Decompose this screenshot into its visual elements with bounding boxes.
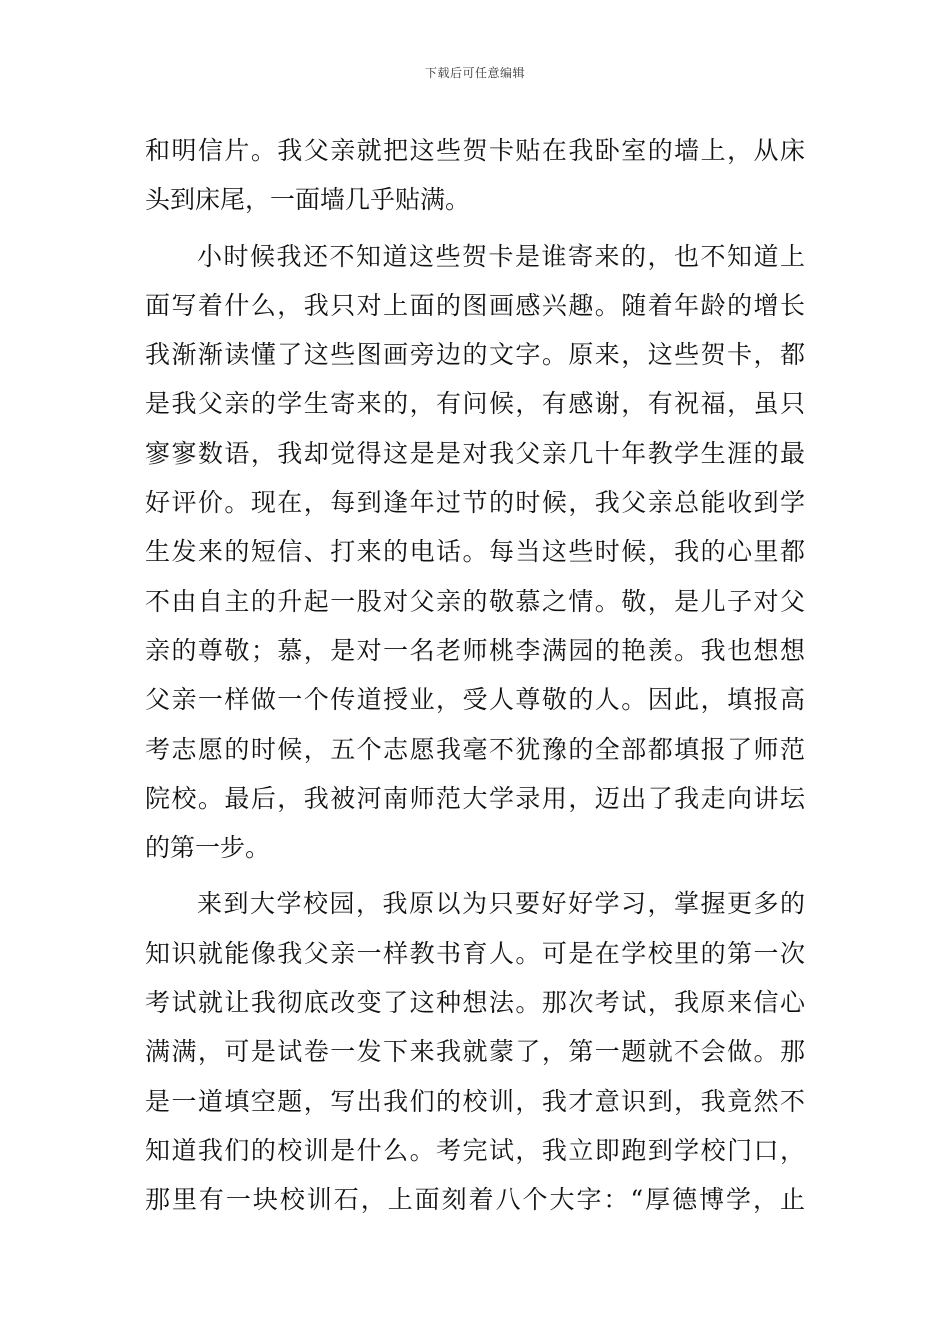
text-line: 小时候我还不知道这些贺卡是谁寄来的，也不知道上	[197, 241, 805, 271]
text-line: 是一道填空题，写出我们的校训，我才意识到，我竟然不	[145, 1086, 805, 1116]
paragraph	[145, 232, 805, 873]
text-line: 考试就让我彻底改变了这种想法。那次考试，我原来信心	[145, 988, 805, 1018]
text-line: 不由自主的升起一股对父亲的敬慕之情。敬，是儿子对父	[145, 586, 805, 616]
paragraph	[145, 126, 805, 225]
page-header-note: 下载后可任意编辑	[424, 66, 525, 80]
text-line: 院校。最后，我被河南师范大学录用，迈出了我走向讲坛	[145, 783, 805, 813]
text-line: 满满，可是试卷一发下来我就蒙了，第一题就不会做。那	[145, 1037, 805, 1067]
text-line: 和明信片。我父亲就把这些贺卡贴在我卧室的墙上，从床	[145, 136, 805, 165]
text-line: 父亲一样做一个传道授业，受人尊敬的人。因此，填报高	[145, 685, 805, 715]
text-line: 知识就能像我父亲一样教书育人。可是在学校里的第一次	[145, 938, 805, 968]
paragraph	[145, 879, 805, 1224]
text-line: 来到大学校园，我原以为只要好好学习，掌握更多的	[197, 889, 805, 919]
text-line: 我渐渐读懂了这些图画旁边的文字。原来，这些贺卡，都	[145, 340, 805, 370]
text-line: 生发来的短信、打来的电话。每当这些时候，我的心里都	[145, 537, 805, 567]
text-line: 面写着什么，我只对上面的图画感兴趣。随着年龄的增长	[145, 290, 805, 320]
text-line: 那里有一块校训石，上面刻着八个大字：“厚德博学，止	[145, 1185, 805, 1215]
text-line: 头到床尾，一面墙几乎贴满。	[145, 185, 471, 215]
text-line: 知道我们的校训是什么。考完试，我立即跑到学校门口，	[145, 1135, 805, 1165]
text-line: 亲的尊敬；慕，是对一名老师桃李满园的艳羡。我也想想	[145, 635, 805, 665]
text-line: 寥寥数语，我却觉得这是是对我父亲几十年教学生涯的最	[145, 438, 805, 468]
text-line: 是我父亲的学生寄来的，有问候，有感谢，有祝福，虽只	[145, 389, 805, 419]
text-line: 的第一步。	[145, 833, 271, 863]
document-body	[145, 126, 805, 1225]
text-line: 好评价。现在，每到逢年过节的时候，我父亲总能收到学	[145, 488, 805, 518]
text-line: 考志愿的时候，五个志愿我毫不犹豫的全部都填报了师范	[145, 734, 805, 764]
